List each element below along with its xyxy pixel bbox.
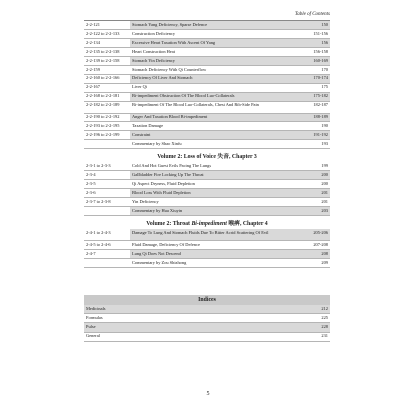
- running-header: Table of Contents: [84, 10, 330, 21]
- section-code: 2-3-1 to 2-3-3: [84, 162, 130, 171]
- section-code: 2-2-168 to 2-2-181: [84, 92, 130, 101]
- index-label: Medicinals: [84, 305, 254, 314]
- toc-table-block1: [84, 21, 330, 149]
- page-number: 5: [206, 391, 210, 397]
- toc-row: [84, 171, 330, 180]
- section-code: 2-4-7: [84, 250, 130, 259]
- section-title: Construction Deficiency: [130, 30, 304, 39]
- toc-row: [84, 122, 330, 131]
- chinese-title: 失音: [217, 154, 230, 161]
- section-code: 2-2-122 to 2-2-133: [84, 30, 130, 39]
- toc-row: [84, 48, 330, 57]
- index-row: [84, 305, 330, 314]
- toc-row: [84, 101, 330, 113]
- section-code: 2-2-167: [84, 83, 130, 92]
- section-code: 2-3-7 to 2-3-8: [84, 198, 130, 207]
- section-title: Heart Construction Heat: [130, 48, 304, 57]
- page-ref: 175: [304, 83, 330, 92]
- section-code: [84, 140, 130, 149]
- section-title: Liver Qi: [130, 83, 304, 92]
- section-code: 2-2-182 to 2-2-189: [84, 101, 130, 113]
- toc-page: [84, 10, 330, 342]
- toc-row: [84, 21, 330, 30]
- section-title: Stomach Yang Deficiency, Sparse Defence: [130, 21, 304, 30]
- index-page: 225: [254, 314, 330, 323]
- page-ref: 205-206: [304, 229, 330, 241]
- section-title: Taxation Damage: [130, 122, 304, 131]
- section-title: Excessive Heart Taxation With Ascent Of Yang: [130, 39, 304, 48]
- page-ref: 208: [304, 250, 330, 259]
- index-page: 228: [254, 323, 330, 332]
- page-ref: 151-156: [304, 30, 330, 39]
- section-title: Constraint: [130, 131, 304, 140]
- toc-row: [84, 92, 330, 101]
- toc-row: [84, 241, 330, 250]
- section-title: Commentary by Shao Xinfu: [130, 140, 304, 149]
- section-code: 2-2-159: [84, 65, 130, 74]
- page-ref: 156: [304, 39, 330, 48]
- toc-row: [84, 189, 330, 198]
- index-label: General: [84, 332, 254, 341]
- index-row: [84, 332, 330, 341]
- section-code: 2-3-6: [84, 189, 130, 198]
- index-label: Formulas: [84, 314, 254, 323]
- section-title: Qi Aspect Dryness, Fluid Depletion: [130, 180, 304, 189]
- toc-row: [84, 250, 330, 259]
- section-title: Stomach Deficiency With Qi Counterflow: [130, 65, 304, 74]
- index-page: 231: [254, 332, 330, 341]
- toc-table-ch4: [84, 229, 330, 268]
- toc-row: [84, 140, 330, 149]
- page-ref: 182-187: [304, 101, 330, 113]
- page-ref: 203: [304, 207, 330, 216]
- page-ref: 201: [304, 198, 330, 207]
- section-title: Fluid Damage, Deficiency Of Defence: [130, 241, 304, 250]
- page-ref: 191-192: [304, 131, 330, 140]
- section-title: Yin Deficiency: [130, 198, 304, 207]
- section-code: 2-2-134: [84, 39, 130, 48]
- toc-row: [84, 229, 330, 241]
- section-title: Commentary by Zou Shizhong: [130, 259, 304, 268]
- index-page: 212: [254, 305, 330, 314]
- toc-row: [84, 162, 330, 171]
- toc-row: [84, 207, 330, 216]
- section-title: Lung Qi Does Not Descend: [130, 250, 304, 259]
- page-ref: 200: [304, 180, 330, 189]
- chinese-title: 喉痹: [228, 220, 240, 227]
- page-ref: 209: [304, 259, 330, 268]
- section-code: 2-2-135 to 2-2-138: [84, 48, 130, 57]
- section-code: 2-2-139 to 2-2-158: [84, 57, 130, 66]
- toc-row: [84, 74, 330, 83]
- page-ref: 190: [304, 122, 330, 131]
- toc-row: [84, 113, 330, 122]
- page-ref: 200: [304, 171, 330, 180]
- page-ref: 193: [304, 140, 330, 149]
- page-ref: 199: [304, 162, 330, 171]
- page-ref: 188-189: [304, 113, 330, 122]
- section-title: Stomach Yin Deficiency: [130, 57, 304, 66]
- section-code: 2-4-1 to 2-4-3: [84, 229, 130, 241]
- section-code: 2-2-160 to 2-2-166: [84, 74, 130, 83]
- section-code: 2-4-5 to 2-4-6: [84, 241, 130, 250]
- section-code: 2-2-190 to 2-2-192: [84, 113, 130, 122]
- section-title: Deficiency Of Liver And Stomach: [130, 74, 304, 83]
- toc-row: [84, 39, 330, 48]
- section-title: Blood Loss With Fluid Depletion: [130, 189, 304, 198]
- toc-row: [84, 30, 330, 39]
- index-row: [84, 314, 330, 323]
- index-label: Pulse: [84, 323, 254, 332]
- page-ref: 170: [304, 65, 330, 74]
- section-title: Bi-impediment Of The Blood Luo-Collaterals, Chest And Rib-Side Pain: [130, 101, 304, 113]
- toc-row: [84, 259, 330, 268]
- section-code: 2-2-196 to 2-2-199: [84, 131, 130, 140]
- toc-row: [84, 65, 330, 74]
- section-code: 2-3-5: [84, 180, 130, 189]
- toc-table-ch3: [84, 162, 330, 216]
- volume-heading-ch4: Volume 2: Throat Bi-impediment 喉痹, Chapter 4: [146, 220, 268, 227]
- page-ref: 201: [304, 189, 330, 198]
- page-ref: 207-208: [304, 241, 330, 250]
- index-row: [84, 323, 330, 332]
- volume-heading-ch3: Volume 2: Loss of Voice 失音, Chapter 3: [157, 154, 257, 161]
- toc-row: [84, 83, 330, 92]
- toc-row: [84, 198, 330, 207]
- indices-table: [84, 305, 330, 342]
- page-ref: 170-174: [304, 74, 330, 83]
- toc-row: [84, 57, 330, 66]
- section-title: Gallbladder Fire Locking Up The Throat: [130, 171, 304, 180]
- section-code: 2-2-121: [84, 21, 130, 30]
- section-code: [84, 207, 130, 216]
- page-ref: 160-169: [304, 57, 330, 66]
- section-code: 2-3-4: [84, 171, 130, 180]
- page-ref: 150: [304, 21, 330, 30]
- toc-row: [84, 131, 330, 140]
- section-title: Commentary by Hua Xiuyin: [130, 207, 304, 216]
- section-code: 2-2-193 to 2-2-195: [84, 122, 130, 131]
- section-title: Anger And Taxation Blood Bi-impediment: [130, 113, 304, 122]
- section-code: [84, 259, 130, 268]
- page-ref: 175-182: [304, 92, 330, 101]
- indices-heading: Indices: [84, 295, 330, 305]
- page-ref: 156-158: [304, 48, 330, 57]
- toc-row: [84, 180, 330, 189]
- section-title: Damage To Lung And Stomach Fluids Due To Bitter Acrid Scattering Of Evil: [130, 229, 304, 241]
- section-title: Bi-impediment Obstruction Of The Blood Luo-Collaterals: [130, 92, 304, 101]
- section-title: Cold And Hot Guest Evils Pacing The Lungs: [130, 162, 304, 171]
